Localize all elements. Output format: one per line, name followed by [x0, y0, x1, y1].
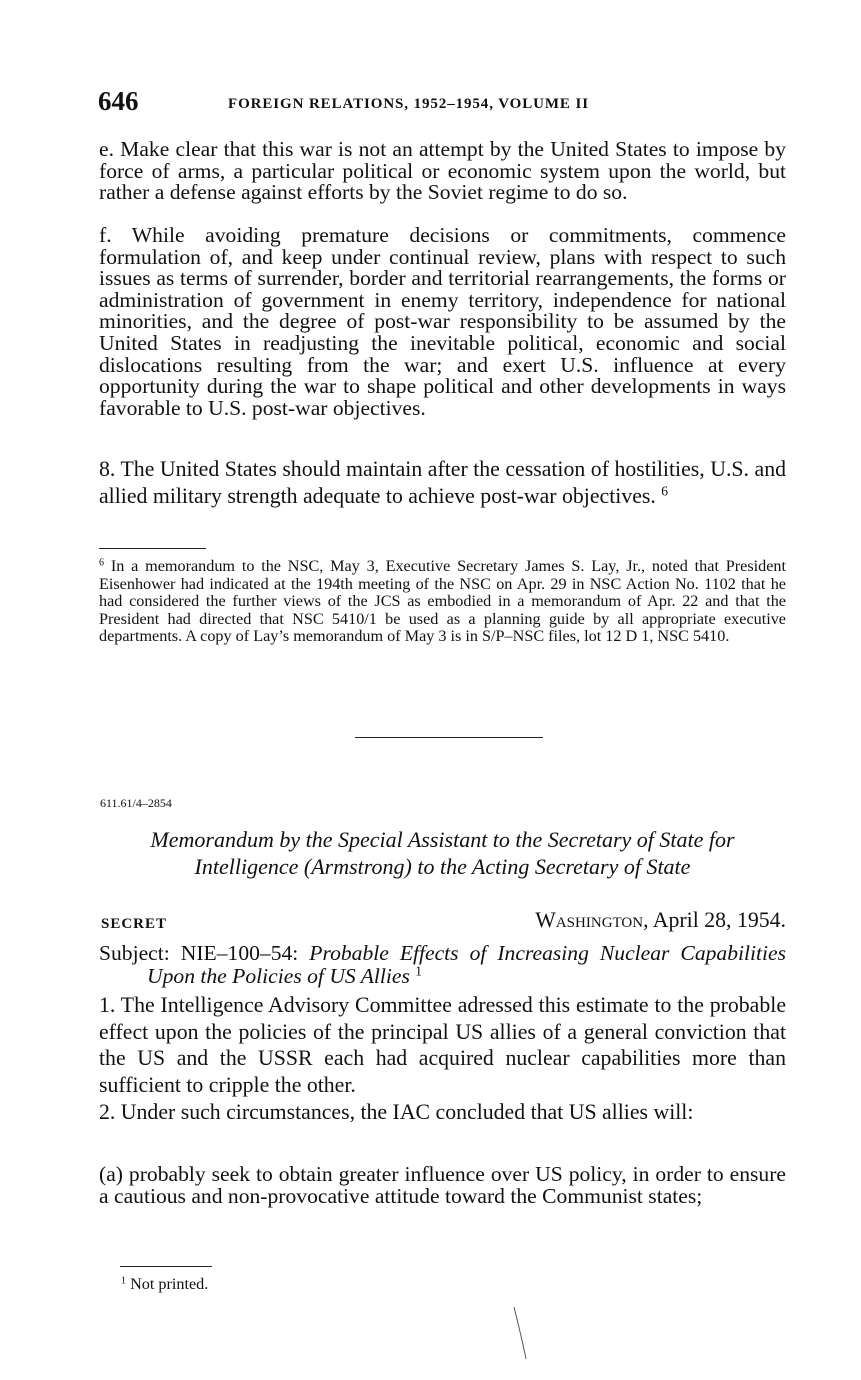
- document-title-line-1: Memorandum by the Special Assistant to the Secretary of State for: [150, 827, 735, 852]
- footnote-ref-6: 6: [661, 483, 669, 499]
- footnote-6: [99, 558, 786, 646]
- paragraph-1: 1. The Intelligence Advisory Committee adressed this estimate to the probable effect upon the policies of the principal US allies of a general conviction that the US and the USSR each had acquired nuclear capabilities more than sufficient to cripple the other.: [99, 993, 786, 1097]
- document-title: [99, 826, 786, 880]
- paragraph-e: e. Make clear that this war is not an attempt by the United States to impose by force of arms, a particular political or economic system upon the world, but rather a defense against efforts by the Soviet regime to do so.: [99, 137, 786, 205]
- paragraph-2: 2. Under such circumstances, the IAC concluded that US allies will:: [99, 1100, 694, 1124]
- paragraph-8-text: 8. The United States should maintain after the cessation of hostilities, U.S. and allied military strength adequate to achieve post-war objectives.: [99, 457, 786, 508]
- footnote-1-text: Not printed.: [130, 1275, 209, 1293]
- document-title-line-2: Intelligence (Armstrong) to the Acting Secretary of State: [194, 854, 691, 879]
- footnote-divider: [99, 548, 206, 549]
- section-divider: [355, 737, 543, 738]
- subject-label: Subject: NIE–100–54:: [99, 941, 310, 965]
- page-number: 646: [98, 86, 139, 116]
- subject-title: Probable Effects of Increasing Nuclear Capabilities Upon the Policies of US Allies: [147, 941, 786, 988]
- footnote-1: [121, 1276, 521, 1294]
- paragraph-f: f. While avoiding premature decisions or commitments, commence formulation of, and keep under continual review, plans with respect to such issues as terms of surrender, border and territorial rearrangements, the forms or administration of government in enemy territory, independence for national minorities, and the degree of post-war responsibility to be assumed by the United States in readjusting the inevitable political, economic and social dislocations resulting from the war; and exert U.S. influence at every opportunity during the war to shape political and other developments in ways favorable to U.S. post-war objectives.: [99, 223, 786, 420]
- dateline: [535, 908, 786, 933]
- footnote-divider-2: [120, 1266, 212, 1267]
- classification-label: SECRET: [101, 916, 168, 932]
- subject-line: [99, 942, 786, 988]
- file-number: 611.61/4–2854: [100, 796, 172, 810]
- paragraph-8: [99, 456, 786, 509]
- dateline-place: Washington: [535, 908, 644, 932]
- footnote-6-marker: 6: [99, 557, 105, 569]
- scan-mark: [510, 1305, 532, 1361]
- footnote-1-marker: 1: [121, 1275, 127, 1287]
- dateline-date: , April 28, 1954.: [643, 908, 786, 932]
- footnote-6-text: In a memorandum to the NSC, May 3, Executive Secretary James S. Lay, Jr., noted that President Eisenhower had indicated at the 194th meeting of the NSC on Apr. 29 in NSC Action No. 1102 that he had considered the further views of the JCS as embodied in a memorandum of Apr. 22 and that the President had directed that NSC 5410/1 be used as a planning guide by all appropriate executive departments. A copy of Lay’s memorandum of May 3 is in S/P–NSC files, lot 12 D 1, NSC 5410.: [99, 557, 786, 646]
- paragraph-2a: (a) probably seek to obtain greater influence over US policy, in order to ensure a cautious and non-provocative attitude toward the Communist states;: [99, 1162, 786, 1208]
- running-title: FOREIGN RELATIONS, 1952–1954, VOLUME II: [228, 96, 589, 112]
- footnote-ref-1: 1: [415, 963, 422, 979]
